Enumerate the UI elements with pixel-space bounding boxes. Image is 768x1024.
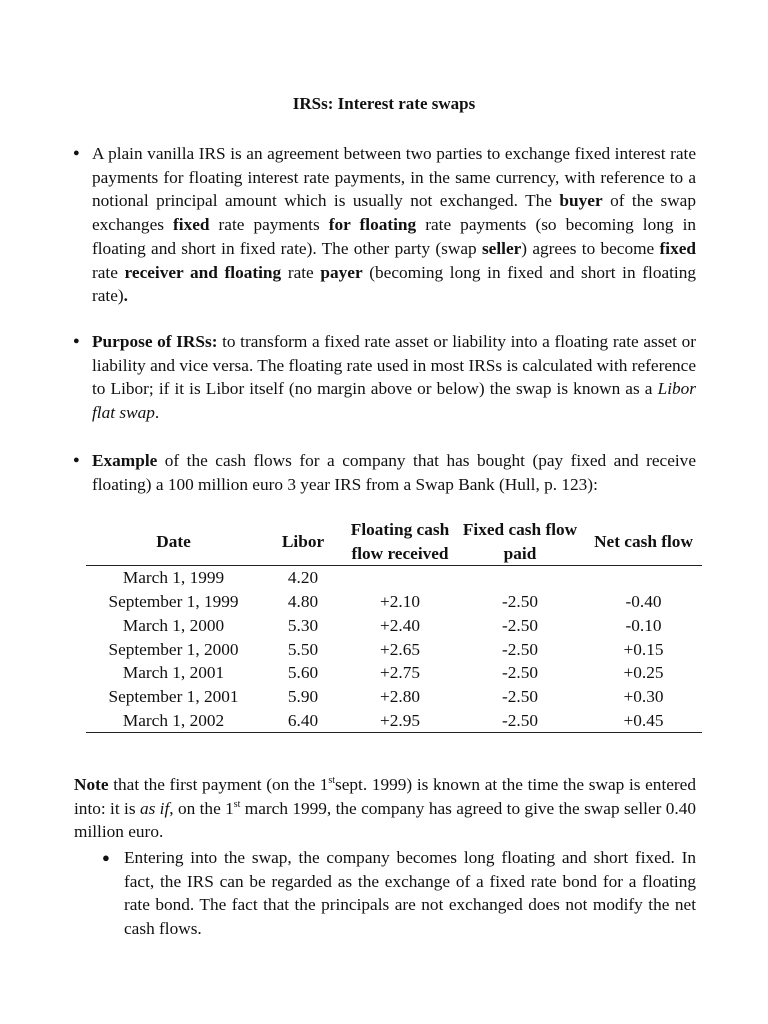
bullet-plain-vanilla-irs <box>74 142 696 308</box>
cell-fixed: -2.50 <box>502 663 538 683</box>
cell-fixed: -2.50 <box>502 710 538 730</box>
cell-libor: 4.20 <box>287 568 319 588</box>
cell-floating: +2.40 <box>380 615 420 635</box>
table-row <box>86 661 702 685</box>
col-header-net: Net cash flow <box>594 531 693 551</box>
bullet-example <box>74 449 696 496</box>
cell-libor: 4.80 <box>287 592 319 612</box>
cell-fixed: -2.50 <box>502 686 538 706</box>
bullet-text: Example of the cash flows for a company that has bought (pay fixed and receive floating) a 100 million euro 3 year IRS from a Swap Bank (Hull, p. 123): <box>92 451 696 494</box>
cell-libor: 5.50 <box>287 639 319 659</box>
cell-date: September 1, 2001 <box>108 686 239 706</box>
table-body <box>86 566 702 733</box>
cell-date: March 1, 2002 <box>122 710 225 730</box>
cell-date: September 1, 1999 <box>108 592 239 612</box>
list-item <box>74 449 696 496</box>
cell-fixed <box>455 566 585 590</box>
cell-net: +0.15 <box>623 639 664 659</box>
table-row <box>86 709 702 733</box>
cell-net: -0.10 <box>625 615 662 635</box>
cell-libor: 5.90 <box>287 686 319 706</box>
list-item <box>74 330 696 425</box>
cell-fixed: -2.50 <box>502 639 538 659</box>
table-row <box>86 590 702 614</box>
page-title: IRSs: Interest rate swaps <box>292 94 476 113</box>
col-header-libor: Libor <box>281 531 325 551</box>
table-row <box>86 566 702 590</box>
bullet-text: A plain vanilla IRS is an agreement between two parties to exchange fixed interest rate payments for floating interest rate payments, in the same currency, with reference to a notional principal amount which is usually not exchanged. The buyer of the swap exchanges fixed rate payments for floating rate payments (so becoming long in floating and short in fixed rate). The other party (swap seller) agrees to become fixed rate receiver and floating rate payer (becoming long in fixed and short in floating rate). <box>92 144 697 306</box>
cell-net <box>585 566 702 590</box>
cell-date: March 1, 2001 <box>122 663 225 683</box>
list-item <box>74 142 696 308</box>
bullet-dot-icon: ● <box>73 454 80 466</box>
cell-net: -0.40 <box>625 592 662 612</box>
cell-net: +0.45 <box>623 710 664 730</box>
cell-net: +0.30 <box>623 686 664 706</box>
cell-floating <box>345 566 455 590</box>
bullet-text: Entering into the swap, the company becomes long floating and short fixed. In fact, the IRS can be regarded as the exchange of a fixed rate bond for a floating rate bond. The fact that the principals are not exchanged does not modify the net cash flows. <box>124 848 696 939</box>
bullet-dot-icon: ● <box>102 850 110 865</box>
cell-date: March 1, 2000 <box>122 615 225 635</box>
table-row <box>86 685 702 709</box>
cell-floating: +2.10 <box>380 592 420 612</box>
cell-date: March 1, 1999 <box>122 568 225 588</box>
cell-floating: +2.80 <box>380 686 420 706</box>
cell-libor: 6.40 <box>287 710 319 730</box>
table-header-row <box>86 518 702 566</box>
cell-fixed: -2.50 <box>502 615 538 635</box>
cell-libor: 5.60 <box>287 663 319 683</box>
table-row <box>86 638 702 662</box>
bullet-purpose-of-irss <box>74 330 696 425</box>
note-paragraph: Note that the first payment (on the 1stsept. 1999) is known at the time the swap is entered into: it is as if, on the 1st march 1999, the company has agreed to give the swap seller 0.40 million euro. <box>74 775 696 842</box>
cash-flow-table <box>86 518 702 733</box>
cell-floating: +2.75 <box>380 663 420 683</box>
bullet-dot-icon: ● <box>73 147 80 159</box>
col-header-floating: Floating cash flow received <box>350 520 450 563</box>
cell-floating: +2.65 <box>380 639 420 659</box>
bullet-dot-icon: ● <box>73 335 80 347</box>
cell-net: +0.25 <box>623 663 664 683</box>
cell-date: September 1, 2000 <box>108 639 239 659</box>
col-header-date: Date <box>156 531 191 551</box>
cell-fixed: -2.50 <box>502 592 538 612</box>
bullet-entering-swap <box>104 846 696 941</box>
cell-libor: 5.30 <box>287 615 319 635</box>
col-header-fixed: Fixed cash flow paid <box>462 520 578 563</box>
table-row <box>86 614 702 638</box>
bullet-text: Purpose of IRSs: to transform a fixed rate asset or liability into a floating rate asset or liability and vice versa. The floating rate used in most IRSs is calculated with reference to Libor; if it is Libor itself (no margin above or below) the swap is known as a Libor flat swap. <box>92 332 696 423</box>
cell-floating: +2.95 <box>380 710 420 730</box>
